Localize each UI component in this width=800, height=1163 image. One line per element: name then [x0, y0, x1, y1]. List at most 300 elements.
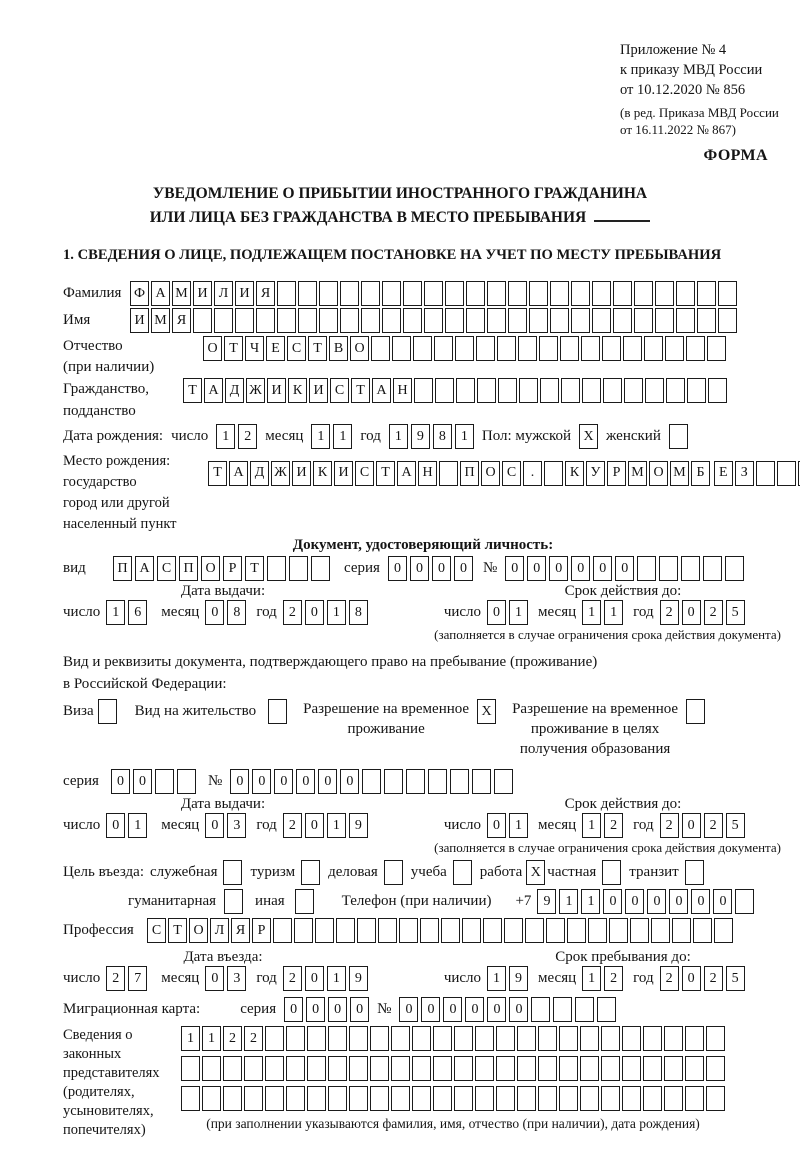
char-box[interactable] — [708, 378, 727, 403]
char-box[interactable] — [462, 918, 481, 943]
char-box[interactable] — [613, 281, 632, 306]
char-box[interactable] — [592, 308, 611, 333]
char-box[interactable] — [546, 918, 565, 943]
char-box[interactable] — [685, 1086, 704, 1111]
char-box[interactable] — [756, 461, 775, 486]
char-box[interactable] — [181, 1086, 200, 1111]
char-box[interactable]: 2 — [660, 600, 679, 625]
char-box[interactable]: 3 — [227, 813, 246, 838]
char-box[interactable]: Т — [168, 918, 187, 943]
char-box[interactable] — [370, 1026, 389, 1051]
char-box[interactable] — [539, 336, 558, 361]
char-box[interactable]: 0 — [399, 997, 418, 1022]
char-box[interactable] — [403, 281, 422, 306]
char-box[interactable]: 1 — [559, 889, 578, 914]
char-box[interactable] — [580, 1056, 599, 1081]
char-box[interactable] — [307, 1086, 326, 1111]
char-box[interactable] — [181, 1056, 200, 1081]
char-box[interactable] — [571, 281, 590, 306]
char-box[interactable]: Н — [393, 378, 412, 403]
char-box[interactable] — [597, 997, 616, 1022]
char-box[interactable] — [286, 1086, 305, 1111]
char-box[interactable] — [315, 918, 334, 943]
char-box[interactable]: И — [235, 281, 254, 306]
char-box[interactable] — [265, 1056, 284, 1081]
char-box[interactable] — [519, 378, 538, 403]
char-box[interactable]: 0 — [487, 997, 506, 1022]
char-box[interactable] — [475, 1056, 494, 1081]
checkbox[interactable]: X — [579, 424, 598, 449]
char-box[interactable] — [328, 1056, 347, 1081]
char-box[interactable] — [311, 556, 330, 581]
char-box[interactable]: 0 — [306, 997, 325, 1022]
checkbox[interactable] — [268, 699, 287, 724]
char-box[interactable] — [777, 461, 796, 486]
char-box[interactable] — [362, 769, 381, 794]
char-box[interactable] — [286, 1026, 305, 1051]
char-box[interactable]: 0 — [454, 556, 473, 581]
char-box[interactable]: З — [735, 461, 754, 486]
char-box[interactable] — [382, 281, 401, 306]
char-box[interactable]: 2 — [660, 813, 679, 838]
char-box[interactable] — [718, 308, 737, 333]
char-box[interactable] — [392, 336, 411, 361]
char-box[interactable]: 0 — [432, 556, 451, 581]
char-box[interactable] — [441, 918, 460, 943]
char-box[interactable] — [529, 308, 548, 333]
char-box[interactable] — [582, 378, 601, 403]
char-box[interactable] — [496, 1056, 515, 1081]
char-box[interactable] — [630, 918, 649, 943]
char-box[interactable] — [378, 918, 397, 943]
char-box[interactable]: Д — [225, 378, 244, 403]
char-box[interactable]: 2 — [106, 966, 125, 991]
char-box[interactable] — [155, 769, 174, 794]
char-box[interactable]: 1 — [604, 600, 623, 625]
char-box[interactable]: 0 — [205, 813, 224, 838]
char-box[interactable]: С — [157, 556, 176, 581]
char-box[interactable]: 3 — [227, 966, 246, 991]
char-box[interactable] — [357, 918, 376, 943]
char-box[interactable]: 0 — [205, 966, 224, 991]
char-box[interactable] — [725, 556, 744, 581]
char-box[interactable] — [571, 308, 590, 333]
char-box[interactable]: 0 — [487, 600, 506, 625]
char-box[interactable] — [588, 918, 607, 943]
char-box[interactable] — [428, 769, 447, 794]
char-box[interactable]: 5 — [726, 813, 745, 838]
char-box[interactable]: 5 — [726, 600, 745, 625]
char-box[interactable] — [559, 1026, 578, 1051]
char-box[interactable] — [622, 1056, 641, 1081]
char-box[interactable] — [613, 308, 632, 333]
char-box[interactable] — [687, 378, 706, 403]
char-box[interactable]: И — [309, 378, 328, 403]
char-box[interactable] — [391, 1026, 410, 1051]
char-box[interactable]: 1 — [582, 600, 601, 625]
checkbox[interactable] — [223, 860, 242, 885]
char-box[interactable] — [517, 1086, 536, 1111]
char-box[interactable] — [336, 918, 355, 943]
char-box[interactable]: 0 — [305, 966, 324, 991]
char-box[interactable] — [508, 281, 527, 306]
char-box[interactable] — [235, 308, 254, 333]
char-box[interactable]: 1 — [455, 424, 474, 449]
char-box[interactable] — [601, 1026, 620, 1051]
char-box[interactable]: 0 — [230, 769, 249, 794]
char-box[interactable] — [525, 918, 544, 943]
char-box[interactable] — [435, 378, 454, 403]
checkbox[interactable] — [295, 889, 314, 914]
char-box[interactable]: 9 — [537, 889, 556, 914]
char-box[interactable] — [256, 308, 275, 333]
char-box[interactable]: С — [502, 461, 521, 486]
char-box[interactable]: Я — [231, 918, 250, 943]
checkbox[interactable] — [224, 889, 243, 914]
char-box[interactable]: 0 — [252, 769, 271, 794]
char-box[interactable]: 0 — [682, 600, 701, 625]
char-box[interactable]: Ф — [130, 281, 149, 306]
char-box[interactable]: О — [201, 556, 220, 581]
char-box[interactable] — [664, 1026, 683, 1051]
char-box[interactable]: 0 — [527, 556, 546, 581]
char-box[interactable]: Л — [210, 918, 229, 943]
char-box[interactable] — [644, 336, 663, 361]
char-box[interactable] — [581, 336, 600, 361]
char-box[interactable] — [454, 1026, 473, 1051]
char-box[interactable] — [681, 556, 700, 581]
char-box[interactable] — [560, 336, 579, 361]
char-box[interactable] — [420, 918, 439, 943]
char-box[interactable]: И — [130, 308, 149, 333]
char-box[interactable] — [307, 1056, 326, 1081]
char-box[interactable]: 9 — [509, 966, 528, 991]
char-box[interactable]: 0 — [487, 813, 506, 838]
char-box[interactable]: 0 — [296, 769, 315, 794]
char-box[interactable] — [666, 378, 685, 403]
char-box[interactable]: 0 — [205, 600, 224, 625]
char-box[interactable]: С — [287, 336, 306, 361]
char-box[interactable] — [439, 461, 458, 486]
char-box[interactable] — [561, 378, 580, 403]
char-box[interactable]: 1 — [333, 424, 352, 449]
char-box[interactable]: О — [481, 461, 500, 486]
char-box[interactable] — [718, 281, 737, 306]
char-box[interactable]: 0 — [682, 966, 701, 991]
char-box[interactable]: 0 — [410, 556, 429, 581]
char-box[interactable] — [193, 308, 212, 333]
char-box[interactable] — [707, 336, 726, 361]
char-box[interactable] — [445, 281, 464, 306]
char-box[interactable]: Т — [224, 336, 243, 361]
checkbox[interactable] — [301, 860, 320, 885]
char-box[interactable] — [494, 769, 513, 794]
char-box[interactable] — [531, 997, 550, 1022]
char-box[interactable]: 1 — [509, 813, 528, 838]
char-box[interactable] — [399, 918, 418, 943]
char-box[interactable]: 1 — [582, 966, 601, 991]
char-box[interactable]: 0 — [350, 997, 369, 1022]
char-box[interactable] — [424, 308, 443, 333]
char-box[interactable]: С — [147, 918, 166, 943]
char-box[interactable] — [538, 1086, 557, 1111]
char-box[interactable]: 8 — [433, 424, 452, 449]
char-box[interactable]: А — [135, 556, 154, 581]
char-box[interactable] — [412, 1086, 431, 1111]
char-box[interactable]: 2 — [223, 1026, 242, 1051]
char-box[interactable] — [328, 1086, 347, 1111]
char-box[interactable]: Ч — [245, 336, 264, 361]
char-box[interactable]: И — [334, 461, 353, 486]
char-box[interactable] — [706, 1056, 725, 1081]
char-box[interactable] — [634, 308, 653, 333]
char-box[interactable]: Р — [223, 556, 242, 581]
char-box[interactable] — [307, 1026, 326, 1051]
char-box[interactable] — [214, 308, 233, 333]
char-box[interactable] — [592, 281, 611, 306]
checkbox[interactable]: X — [526, 860, 545, 885]
char-box[interactable] — [414, 378, 433, 403]
char-box[interactable]: П — [179, 556, 198, 581]
char-box[interactable]: И — [267, 378, 286, 403]
char-box[interactable]: 0 — [615, 556, 634, 581]
char-box[interactable] — [382, 308, 401, 333]
char-box[interactable] — [498, 378, 517, 403]
char-box[interactable]: 0 — [682, 813, 701, 838]
char-box[interactable] — [603, 378, 622, 403]
char-box[interactable]: А — [397, 461, 416, 486]
char-box[interactable] — [714, 918, 733, 943]
char-box[interactable] — [706, 1026, 725, 1051]
char-box[interactable] — [504, 918, 523, 943]
char-box[interactable] — [476, 336, 495, 361]
checkbox[interactable] — [602, 860, 621, 885]
char-box[interactable] — [544, 461, 563, 486]
char-box[interactable] — [664, 1056, 683, 1081]
char-box[interactable]: 0 — [388, 556, 407, 581]
char-box[interactable] — [538, 1026, 557, 1051]
char-box[interactable] — [223, 1086, 242, 1111]
char-box[interactable] — [651, 918, 670, 943]
char-box[interactable]: 2 — [283, 600, 302, 625]
char-box[interactable]: Е — [714, 461, 733, 486]
char-box[interactable]: 0 — [603, 889, 622, 914]
checkbox[interactable] — [384, 860, 403, 885]
char-box[interactable] — [371, 336, 390, 361]
char-box[interactable] — [454, 1086, 473, 1111]
char-box[interactable]: А — [372, 378, 391, 403]
char-box[interactable]: 0 — [340, 769, 359, 794]
char-box[interactable]: М — [172, 281, 191, 306]
char-box[interactable] — [406, 769, 425, 794]
checkbox[interactable] — [453, 860, 472, 885]
char-box[interactable]: С — [355, 461, 374, 486]
char-box[interactable] — [424, 281, 443, 306]
char-box[interactable] — [454, 1056, 473, 1081]
char-box[interactable] — [693, 918, 712, 943]
char-box[interactable]: 0 — [318, 769, 337, 794]
char-box[interactable]: Я — [172, 308, 191, 333]
char-box[interactable]: М — [151, 308, 170, 333]
char-box[interactable] — [298, 308, 317, 333]
char-box[interactable] — [559, 1056, 578, 1081]
char-box[interactable] — [477, 378, 496, 403]
char-box[interactable]: 1 — [128, 813, 147, 838]
char-box[interactable]: 0 — [669, 889, 688, 914]
char-box[interactable]: У — [586, 461, 605, 486]
char-box[interactable] — [665, 336, 684, 361]
char-box[interactable] — [450, 769, 469, 794]
char-box[interactable]: 0 — [549, 556, 568, 581]
char-box[interactable] — [319, 308, 338, 333]
char-box[interactable]: К — [565, 461, 584, 486]
char-box[interactable] — [487, 281, 506, 306]
char-box[interactable] — [575, 997, 594, 1022]
char-box[interactable]: Н — [418, 461, 437, 486]
char-box[interactable] — [529, 281, 548, 306]
char-box[interactable] — [634, 281, 653, 306]
char-box[interactable]: А — [151, 281, 170, 306]
char-box[interactable] — [455, 336, 474, 361]
char-box[interactable]: 2 — [704, 600, 723, 625]
char-box[interactable] — [496, 1026, 515, 1051]
char-box[interactable]: 1 — [582, 813, 601, 838]
char-box[interactable]: К — [288, 378, 307, 403]
char-box[interactable] — [559, 1086, 578, 1111]
char-box[interactable] — [624, 378, 643, 403]
char-box[interactable]: 5 — [726, 966, 745, 991]
char-box[interactable] — [319, 281, 338, 306]
char-box[interactable] — [580, 1026, 599, 1051]
char-box[interactable] — [244, 1086, 263, 1111]
char-box[interactable] — [328, 1026, 347, 1051]
char-box[interactable]: 0 — [647, 889, 666, 914]
char-box[interactable]: О — [203, 336, 222, 361]
char-box[interactable] — [466, 281, 485, 306]
char-box[interactable]: Т — [376, 461, 395, 486]
char-box[interactable] — [223, 1056, 242, 1081]
char-box[interactable]: 2 — [704, 966, 723, 991]
char-box[interactable] — [685, 1026, 704, 1051]
char-box[interactable] — [540, 378, 559, 403]
char-box[interactable] — [686, 336, 705, 361]
char-box[interactable] — [602, 336, 621, 361]
char-box[interactable]: И — [292, 461, 311, 486]
char-box[interactable] — [265, 1086, 284, 1111]
char-box[interactable] — [517, 1056, 536, 1081]
char-box[interactable]: 0 — [284, 997, 303, 1022]
char-box[interactable] — [340, 281, 359, 306]
char-box[interactable]: 0 — [505, 556, 524, 581]
char-box[interactable] — [349, 1026, 368, 1051]
char-box[interactable] — [609, 918, 628, 943]
char-box[interactable]: Т — [308, 336, 327, 361]
char-box[interactable]: 0 — [509, 997, 528, 1022]
char-box[interactable]: Р — [252, 918, 271, 943]
char-box[interactable]: Я — [256, 281, 275, 306]
char-box[interactable]: П — [460, 461, 479, 486]
char-box[interactable] — [645, 378, 664, 403]
char-box[interactable]: 9 — [349, 966, 368, 991]
char-box[interactable] — [433, 1026, 452, 1051]
checkbox[interactable] — [685, 860, 704, 885]
char-box[interactable] — [518, 336, 537, 361]
char-box[interactable]: В — [329, 336, 348, 361]
char-box[interactable]: 1 — [327, 600, 346, 625]
char-box[interactable] — [370, 1086, 389, 1111]
char-box[interactable]: 0 — [421, 997, 440, 1022]
char-box[interactable]: 1 — [509, 600, 528, 625]
char-box[interactable] — [370, 1056, 389, 1081]
char-box[interactable]: Ж — [246, 378, 265, 403]
char-box[interactable]: Т — [351, 378, 370, 403]
char-box[interactable]: 0 — [305, 813, 324, 838]
char-box[interactable]: 0 — [593, 556, 612, 581]
char-box[interactable] — [655, 308, 674, 333]
char-box[interactable] — [685, 1056, 704, 1081]
char-box[interactable]: 1 — [311, 424, 330, 449]
char-box[interactable] — [273, 918, 292, 943]
char-box[interactable]: 0 — [713, 889, 732, 914]
char-box[interactable]: 7 — [128, 966, 147, 991]
char-box[interactable] — [622, 1026, 641, 1051]
char-box[interactable] — [643, 1086, 662, 1111]
char-box[interactable] — [550, 281, 569, 306]
char-box[interactable]: 6 — [128, 600, 147, 625]
char-box[interactable]: О — [649, 461, 668, 486]
char-box[interactable] — [697, 308, 716, 333]
char-box[interactable] — [466, 308, 485, 333]
char-box[interactable] — [391, 1086, 410, 1111]
char-box[interactable] — [472, 769, 491, 794]
char-box[interactable]: 2 — [283, 813, 302, 838]
char-box[interactable]: 1 — [106, 600, 125, 625]
char-box[interactable]: П — [113, 556, 132, 581]
char-box[interactable]: 2 — [283, 966, 302, 991]
char-box[interactable] — [361, 281, 380, 306]
char-box[interactable]: 2 — [704, 813, 723, 838]
char-box[interactable]: К — [313, 461, 332, 486]
char-box[interactable] — [497, 336, 516, 361]
char-box[interactable]: 2 — [660, 966, 679, 991]
char-box[interactable] — [664, 1086, 683, 1111]
char-box[interactable]: 1 — [202, 1026, 221, 1051]
char-box[interactable]: 0 — [111, 769, 130, 794]
char-box[interactable] — [445, 308, 464, 333]
char-box[interactable]: А — [204, 378, 223, 403]
char-box[interactable]: 0 — [133, 769, 152, 794]
char-box[interactable] — [601, 1086, 620, 1111]
char-box[interactable]: Т — [183, 378, 202, 403]
char-box[interactable]: 1 — [216, 424, 235, 449]
char-box[interactable] — [177, 769, 196, 794]
char-box[interactable]: Ж — [271, 461, 290, 486]
char-box[interactable] — [655, 281, 674, 306]
char-box[interactable]: 1 — [581, 889, 600, 914]
char-box[interactable]: 9 — [411, 424, 430, 449]
char-box[interactable] — [267, 556, 286, 581]
char-box[interactable] — [413, 336, 432, 361]
char-box[interactable]: 0 — [691, 889, 710, 914]
char-box[interactable]: 0 — [328, 997, 347, 1022]
char-box[interactable] — [483, 918, 502, 943]
char-box[interactable]: 2 — [604, 813, 623, 838]
checkbox[interactable] — [98, 699, 117, 724]
char-box[interactable]: Б — [691, 461, 710, 486]
char-box[interactable] — [706, 1086, 725, 1111]
char-box[interactable] — [294, 918, 313, 943]
char-box[interactable] — [659, 556, 678, 581]
